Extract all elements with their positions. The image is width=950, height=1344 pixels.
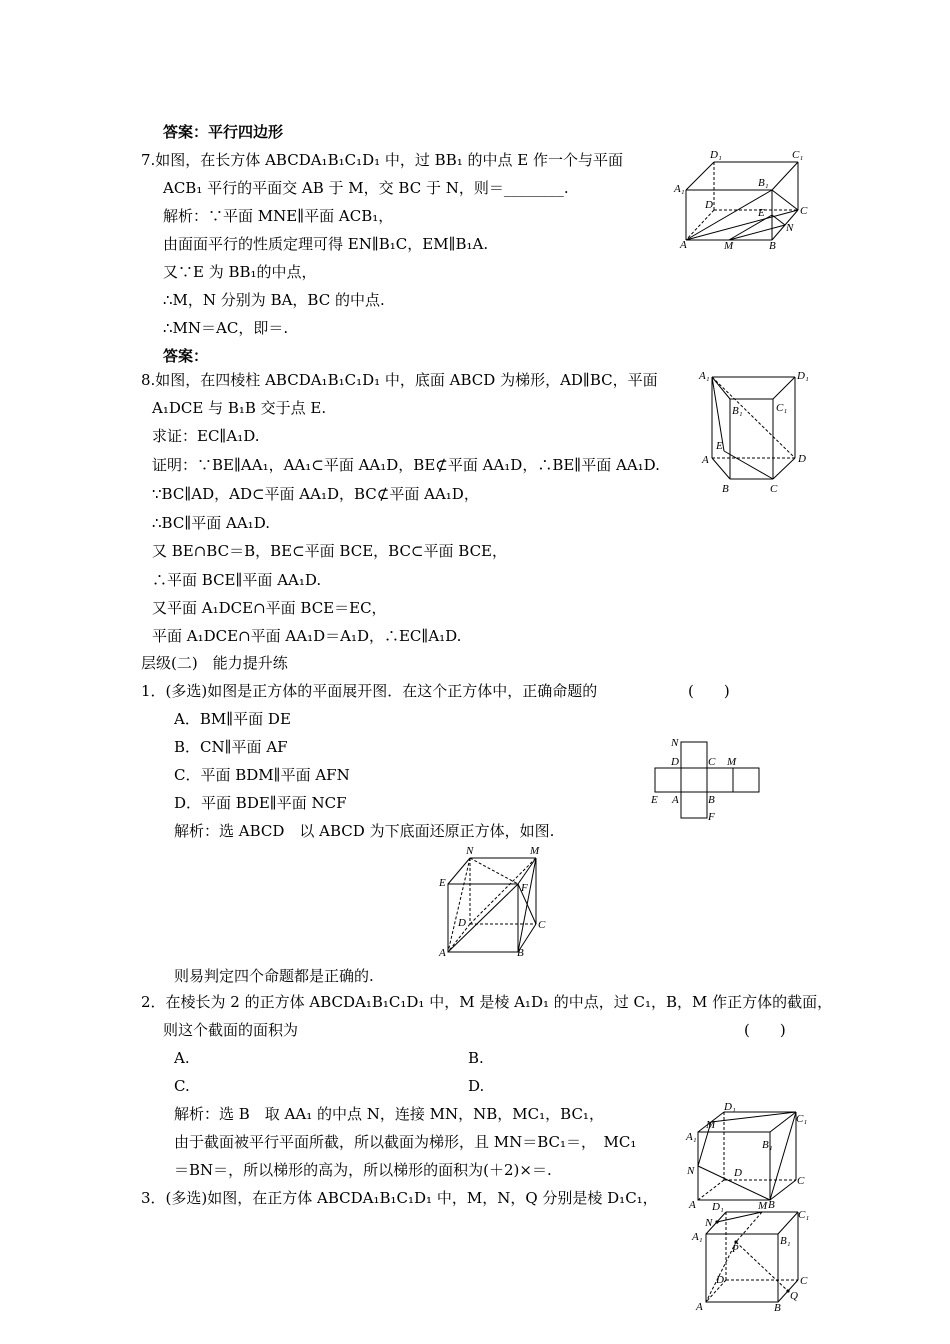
problem-7-statement: 7.如图，在长方体 ABCDA₁B₁C₁D₁ 中，过 BB₁ 的中点 E 作一个与平面 [141,151,623,169]
solution-line: ∴M，N 分别为 BA，BC 的中点. [163,291,385,309]
proof-line: 又平面 A₁DCE∩平面 BCE＝EC， [152,599,387,617]
option-b: B．CN∥平面 AF [174,738,288,756]
vertex-label: D₁ [710,149,722,161]
vertex-label: C₁ [776,402,788,414]
vertex-label: B [768,1199,775,1210]
vertex-label: A₁ [686,1131,697,1143]
vertex-label: N [786,222,794,234]
solution-line: 由于截面被平行平面所截，所以截面为梯形，且 MN＝BC₁＝， MC₁ [174,1133,637,1151]
answer-line: 答案： [163,347,209,365]
vertex-label: E [439,877,446,889]
vertex-label: A [702,454,709,466]
option-d: D．平面 BDE∥平面 NCF [174,794,347,812]
vertex-label: A₁ [699,370,710,382]
vertex-label: P [732,1243,739,1255]
cube-figure [686,1198,816,1314]
option-c: C．平面 BDM∥平面 AFN [174,766,350,784]
answer-line: 答案：平行四边形 [163,123,284,141]
vertex-label: C [538,919,546,931]
vertex-label: M [530,845,540,857]
problem-1-statement: 1．(多选)如图是正方体的平面展开图．在这个正方体中，正确命题的 [141,682,598,700]
vertex-label: B₁ [732,405,743,417]
prism-figure [698,367,818,497]
point-n-marker [715,1220,718,1223]
vertex-label: A [680,239,687,251]
solution-line: 则易判定四个命题都是正确的. [174,967,374,985]
vertex-label: C [708,756,716,768]
vertex-label: E [758,207,765,219]
vertex-label: D [716,1274,724,1286]
vertex-label: A₁ [692,1231,703,1243]
problem-8-statement-cont: A₁DCE 与 B₁B 交于点 E. [152,399,327,417]
vertex-label: D [671,756,679,768]
vertex-label: D [798,453,806,465]
vertex-label: D [734,1167,742,1179]
answer-bracket: ( ) [744,1021,786,1039]
vertex-label: M [727,756,737,768]
proof-line: ∴平面 BCE∥平面 AA₁D. [152,571,322,589]
proof-line: 又 BE∩BC＝B，BE⊂平面 BCE，BC⊂平面 BCE， [152,542,507,560]
cuboid-figure [672,148,820,256]
solution-line: 解析：∵平面 MNE∥平面 ACB₁， [163,207,394,225]
vertex-label: B₁ [758,177,769,189]
vertex-label: C [797,1175,805,1187]
vertex-label: C [800,205,808,217]
solution-line: 由面面平行的性质定理可得 EN∥B₁C，EM∥B₁A. [163,235,489,253]
vertex-label: N [671,737,679,749]
option-a: A．BM∥平面 DE [174,710,291,728]
problem-2-statement: 2．在棱长为 2 的正方体 ABCDA₁B₁C₁D₁ 中，M 是棱 A₁D₁ 的中点，过 C₁，B，M 作正方体的截面， [141,993,833,1011]
vertex-label: F [708,811,715,822]
problem-8-claim: 求证：EC∥A₁D. [152,427,260,445]
solution-line: 解析：选 ABCD 以 ABCD 为下底面还原正方体，如图. [174,822,555,840]
solution-line: 解析：选 B 取 AA₁ 的中点 N，连接 MN，NB，MC₁，BC₁， [174,1105,604,1123]
problem-8-statement: 8.如图，在四棱柱 ABCDA₁B₁C₁D₁ 中，底面 ABCD 为梯形，AD∥BC，平面 [141,371,658,389]
problem-3-statement: 3．(多选)如图，在正方体 ABCDA₁B₁C₁D₁ 中，M，N，Q 分别是棱 D₁C₁， [141,1189,658,1207]
vertex-label: D [458,917,466,929]
option-c: C. [174,1077,190,1095]
vertex-label: Q [790,1290,798,1302]
problem-2-statement-cont: 则这个截面的面积为 [163,1021,299,1039]
cube-net-figure [645,734,765,822]
option-b: B. [468,1049,484,1067]
vertex-label: B [722,483,729,495]
proof-line: ∴BC∥平面 AA₁D. [152,514,270,532]
vertex-label: C₁ [796,1113,808,1125]
vertex-label: N [687,1165,695,1177]
vertex-label: C [770,483,778,495]
vertex-label: M [758,1200,768,1212]
vertex-label: A [672,794,679,806]
proof-line: ∵BC∥AD，AD⊂平面 AA₁D，BC⊄平面 AA₁D， [152,485,479,503]
problem-7-statement-cont: ACB₁ 平行的平面交 AB 于 M，交 BC 于 N，则＝________. [163,179,569,197]
proof-line: 证明：∵BE∥AA₁，AA₁⊂平面 AA₁D，BE⊄平面 AA₁D，∴BE∥平面 AA₁D. [152,456,660,474]
restored-cube-figure [436,844,554,960]
vertex-label: D₁ [724,1101,736,1113]
vertex-label: B [708,794,715,806]
option-d: D. [468,1077,485,1095]
vertex-label: N [466,845,474,857]
solution-line: ＝BN＝，所以梯形的高为，所以梯形的面积为(＋2)×＝. [174,1161,552,1179]
cube-section-figure [684,1098,814,1210]
solution-line: ∴MN＝AC，即＝. [163,319,289,337]
section-heading: 层级(二) 能力提升练 [141,654,288,672]
vertex-label: E [716,440,723,452]
vertex-label: A [689,1199,696,1210]
vertex-label: E [651,794,658,806]
proof-line: 平面 A₁DCE∩平面 AA₁D＝A₁D，∴EC∥A₁D. [152,627,462,645]
vertex-label: B [769,240,776,252]
vertex-label: F [521,882,528,894]
vertex-label: M [724,240,734,252]
vertex-label: B₁ [762,1139,773,1151]
vertex-label: B₁ [780,1235,791,1247]
vertex-label: D₁ [797,370,809,382]
vertex-label: C₁ [798,1209,810,1221]
vertex-label: B [517,947,524,959]
answer-bracket: ( ) [688,682,730,700]
vertex-label: D [705,199,713,211]
vertex-label: C₁ [792,149,804,161]
vertex-label: N [705,1217,713,1229]
vertex-label: A₁ [674,183,685,195]
vertex-label: A [439,947,446,959]
vertex-label: C [800,1275,808,1287]
solution-line: 又∵E 为 BB₁的中点， [163,263,317,281]
option-a: A. [174,1049,190,1067]
vertex-label: A [696,1301,703,1313]
vertex-label: M [706,1119,716,1131]
vertex-label: D₁ [712,1201,724,1213]
vertex-label: B [774,1302,781,1314]
